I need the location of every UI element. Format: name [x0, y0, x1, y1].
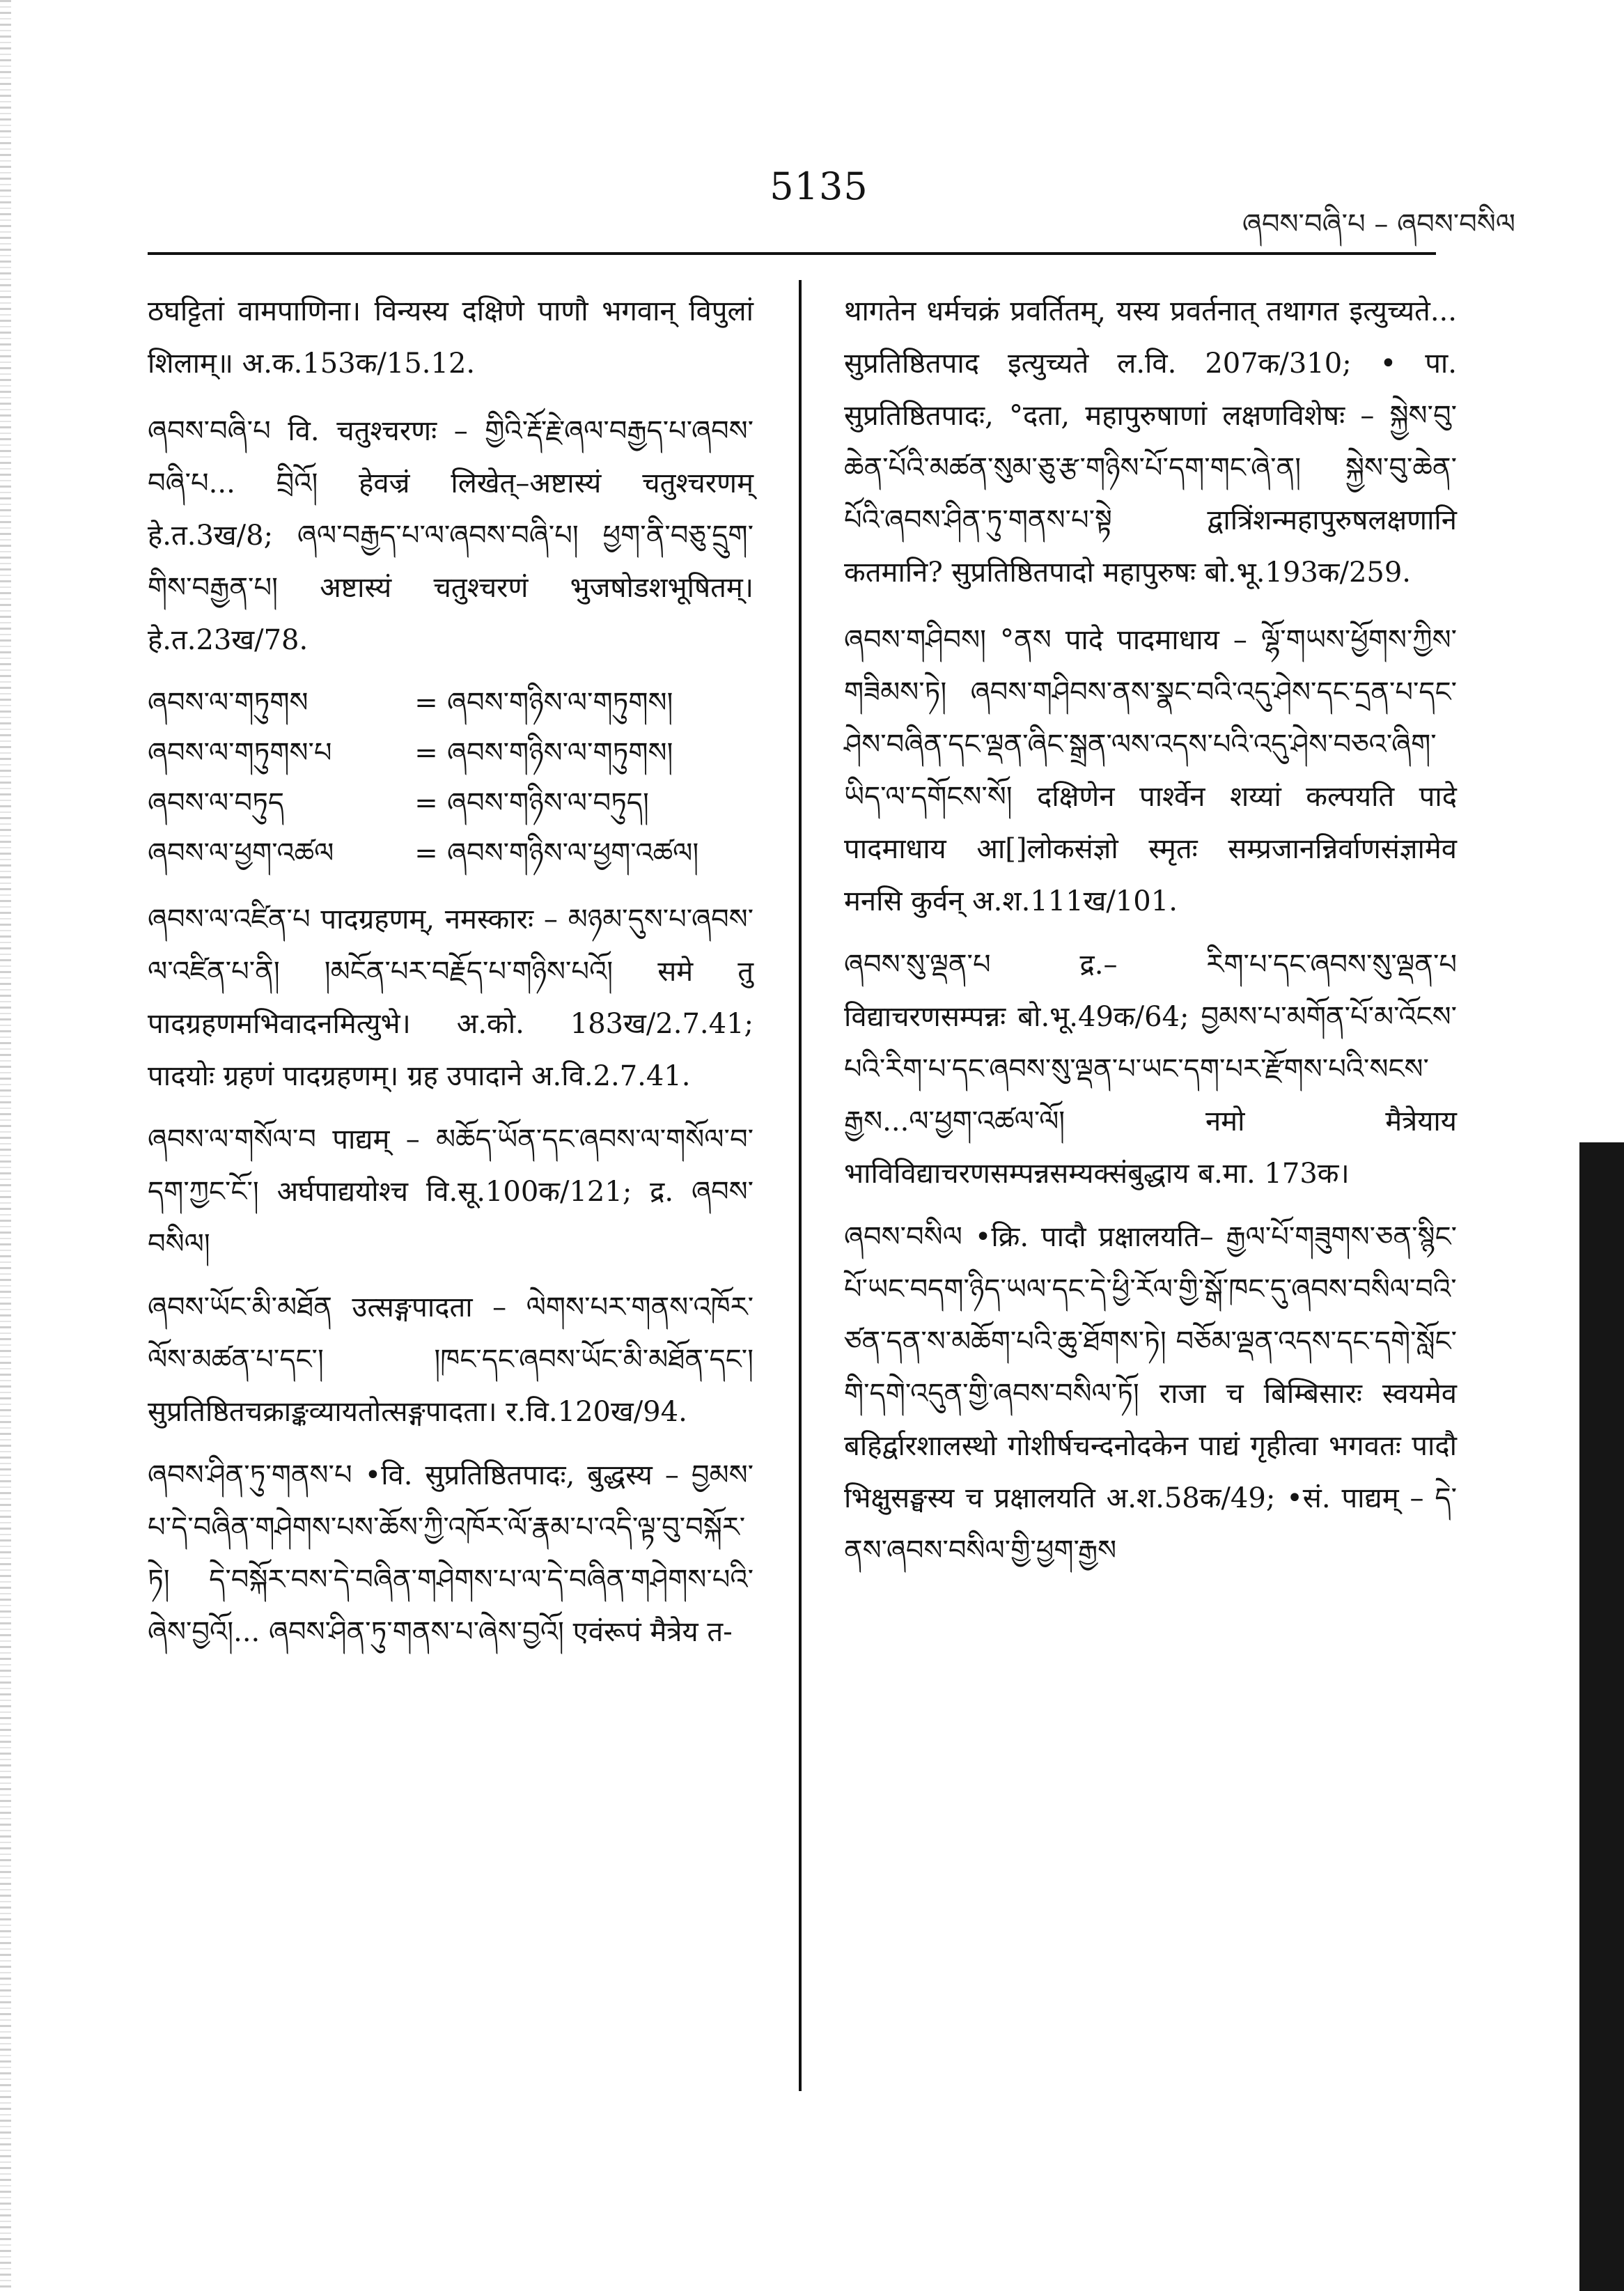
cross-reference-row — [148, 728, 754, 778]
left-column — [148, 286, 754, 1670]
cross-reference-row — [148, 678, 754, 728]
xref-target: ཞབས་གཉིས་ལ་གཏུགས། — [447, 737, 673, 769]
left-continuation: ठघट्टितां वामपाणिना। विन्यस्य दक्षिणे पाणौ भगवान् विपुलां शिलाम्॥ अ.क.153क/15.12. — [148, 295, 754, 380]
entry-zhabs-su-ldan-pa: ཞབས་སུ་ལྡན་པ द्र.– རིག་པ་དང་ཞབས་སུ་ལྡན་པ विद्याचरणसम्पन्नः बो.भू.49क/64; བྱམས་པ་མགོན་པོ་མ་འོངས་པའི་རིག་པ་དང་ཞབས་སུ་ལྡན་པ་ཡང་དག་པར་རྫོགས་པའི་སངས་རྒྱས...ལ་ཕྱག་འཚལ་ལོ། नमो मैत्रेयाय भाविविद्याचरणसम्पन्नसम्यक्संबुद्धाय ब.मा. 173क। — [844, 949, 1457, 1190]
column-divider — [799, 280, 802, 2091]
xref-target: ཞབས་གཉིས་ལ་ཕྱག་འཚལ། — [447, 837, 699, 869]
xref-term: ཞབས་ལ་བཏུད — [148, 787, 284, 819]
cross-reference-row — [148, 778, 754, 828]
xref-term: ཞབས་ལ་ཕྱག་འཚལ — [148, 837, 334, 869]
cross-reference-list — [148, 678, 754, 878]
xref-target: ཞབས་གཉིས་ལ་བཏུད། — [447, 787, 649, 819]
xref-equals: = — [414, 837, 438, 869]
cross-reference-row — [148, 828, 754, 878]
running-head: ཞབས་བཞི་པ – ཞབས་བསིལ — [1242, 208, 1515, 240]
xref-equals: = — [414, 737, 438, 769]
entry-zhabs-bsil: ཞབས་བསིལ •क्रि. पादौ प्रक्षालयति– རྒྱལ་པོ་གཟུགས་ཅན་སྙིང་པོ་ཡང་བདག་ཉིད་ཡལ་དང་དེ་ཕྱི་རོལ་གྱི་སྒོ་ཁང་དུ་ཞབས་བསིལ་བའི་ཙན་དན་ས་མཆོག་པའི་ཆུ་ཐོགས་ཏེ། བཅོམ་ལྡན་འདས་དང་དགེ་སློང་གི་དགེ་འདུན་གྱི་ཞབས་བསིལ་ཏོ། राजा च बिम्बिसारः स्वयमेव बहिर्द्वारशालस्थो गोशीर्षचन्दनोदकेन पाद्यं गृहीत्वा भगवतः पादौ भिक्षुसङ्घस्य च प्रक्षालयति अ.श.58क/49; •सं. पाद्यम् – དེ་ནས་ཞབས་བསིལ་གྱི་ཕྱག་རྒྱས — [844, 1221, 1457, 1567]
xref-term: ཞབས་ལ་གཏུགས — [148, 687, 309, 719]
scan-edge-right — [1579, 1142, 1624, 2291]
xref-term: ཞབས་ལ་གཏུགས་པ — [148, 737, 332, 769]
entry-zhabs-la-dzin-pa: ཞབས་ལ་འཛིན་པ पादग्रहणम्, नमस्कारः – མཉམ་དུས་པ་ཞབས་ལ་འཛིན་པ་ནི། །མངོན་པར་བརྗོད་པ་གཉིས་པའོ། समे तु पादग्रहणमभिवादनमित्युभे। अ.को. 183ख/2.7.41; पादयोः ग्रहणं पादग्रहणम्। ग्रह उपादाने अ.वि.2.7.41. — [148, 903, 754, 1092]
header-rule — [148, 252, 1436, 255]
entry-zhabs-la-gsol-ba: ཞབས་ལ་གསོལ་བ पाद्यम् – མཆོད་ཡོན་དང་ཞབས་ལ་གསོལ་བ་དག་ཀྱང་ངོ་། अर्घपाद्ययोश्च वि.सू.100क/121; द्र. ཞབས་བསིལ། — [148, 1124, 754, 1260]
xref-equals: = — [414, 687, 438, 719]
xref-target: ཞབས་གཉིས་ལ་གཏུགས། — [447, 687, 673, 719]
right-continuation: थागतेन धर्मचक्रं प्रवर्तितम्, यस्य प्रवर्तनात् तथागत इत्युच्यते... सुप्रतिष्ठितपाद इत्युच्यते ल.वि. 207क/310; • पा. सुप्रतिष्ठितपादः, °दता, महापुरुषाणां लक्षणविशेषः – སྐྱེས་བུ་ཆེན་པོའི་མཚན་སུམ་ཅུ་རྩ་གཉིས་པོ་དག་གང་ཞེ་ན། སྐྱེས་བུ་ཆེན་པོའི་ཞབས་ཤིན་ཏུ་གནས་པ་སྟེ द्वात्रिंशन्महापुरुषलक्षणानि कतमानि? सुप्रतिष्ठितपादो महापुरुषः बो.भू.193क/259. — [844, 295, 1457, 589]
right-column — [844, 286, 1457, 1588]
entry-zhabs-shin-tu-gnas-pa: ཞབས་ཤིན་ཏུ་གནས་པ •वि. सुप्रतिष्ठितपादः, बुद्धस्य – བྱམས་པ་དེ་བཞིན་གཤེགས་པས་ཆོས་ཀྱི་འཁོར་ལོ་རྣམ་པ་འདི་ལྟ་བུ་བསྐོར་ཏེ། དེ་བསྐོར་བས་དེ་བཞིན་གཤེགས་པ་ལ་དེ་བཞིན་གཤེགས་པའི་ཞེས་བྱའོ།... ཞབས་ཤིན་ཏུ་གནས་པ་ཞེས་བྱའོ། एवंरूपं मैत्रेय त- — [148, 1459, 754, 1648]
entry-zhabs-bzhi-pa: ཞབས་བཞི་པ वि. चतुश्चरणः – གྱིའི་རྡོ་རྗེ་ཞལ་བརྒྱད་པ་ཞབས་བཞི་པ... བྲིའོ། हेवज्रं लिखेत्–अष्टास्यं चतुश्चरणम् हे.त.3ख/8; ཞལ་བརྒྱད་པ་ལ་ཞབས་བཞི་པ། ཕྱག་ནི་བཅུ་དྲུག་གིས་བརྒྱན་པ། अष्टास्यं चतुश्चरणं भुजषोडशभूषितम्। हे.त.23ख/78. — [148, 415, 754, 656]
page-number: 5135 — [770, 164, 868, 208]
scan-edge-left — [0, 0, 11, 2291]
entry-zhabs-gshibs: ཞབས་གཤིབས། °ནས पादे पादमाधाय – ལྷོ་གཡས་ཕྱོགས་ཀྱིས་གཟིམས་ཏེ། ཞབས་གཤིབས་ནས་སྣང་བའི་འདུ་ཤེས་དང་དྲན་པ་དང་ཤེས་བཞིན་དང་ལྡན་ཞིང་སྒྲན་ལས་འདས་པའི་འདུ་ཤེས་བཅའ་ཞིག་ཡིད་ལ་དགོངས་སོ། दक्षिणेन पार्श्वेन शय्यां कल्पयति पादे पादमाधाय आ[]लोकसंज्ञो स्मृतः सम्प्रजानन्निर्वाणसंज्ञामेव मनसि कुर्वन् अ.श.111ख/101. — [844, 624, 1457, 917]
xref-equals: = — [414, 787, 438, 819]
entry-zhabs-yong-mi-mthon: ཞབས་ཡོང་མི་མཐོན उत्सङ्गपादता – ལེགས་པར་གནས་འཁོར་ལོས་མཚན་པ་དང་། །ཁང་དང་ཞབས་ཡོང་མི་མཐོན་དང་། सुप्रतिष्ठितचक्राङ्कव्यायतोत्सङ्गपादता। र.वि.120ख/94. — [148, 1291, 754, 1428]
